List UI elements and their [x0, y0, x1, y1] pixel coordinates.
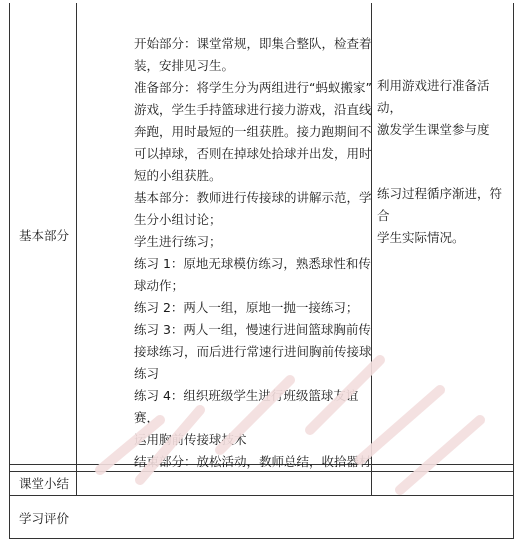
content-line: 练习 4：组织班级学生进行班级篮球友谊赛，: [134, 388, 359, 425]
row-divider-3: [9, 495, 514, 496]
content-line: 学生进行练习；: [134, 234, 222, 249]
content-line: 生分小组讨论；: [134, 212, 222, 227]
content-line: 基本部分：教师进行传接球的讲解示范，学: [134, 190, 372, 205]
note-line: 激发学生课堂参与度: [377, 122, 490, 137]
lesson-plan-table: [9, 3, 513, 539]
summary-label: 课堂小结: [19, 476, 70, 491]
content-line: 练习: [134, 366, 160, 381]
content-line: 游戏，学生手持篮球进行接力游戏，沿直线: [134, 102, 372, 117]
content-line: 开始部分：课堂常规，即集合整队，检查着: [134, 36, 372, 51]
content-line: 奔跑，用时最短的一组获胜。接力跑期间不: [134, 124, 372, 139]
table-border-left: [9, 3, 10, 539]
content-line: 练习 1：原地无球模仿练习，熟悉球性和传: [134, 256, 371, 271]
basic-section-notes-2: [377, 183, 513, 249]
column-divider-1: [76, 3, 77, 495]
content-line: 接球练习，而后进行常速行进间胸前传接球: [134, 344, 372, 359]
content-line: 练习 2：两人一组，原地一抛一接练习；: [134, 300, 359, 315]
content-line: 短的小组获胜。: [134, 168, 222, 183]
table-border-bottom: [9, 538, 514, 539]
note-line: 练习过程循序渐进，符合: [377, 186, 503, 223]
content-line: 准备部分：将学生分为两组进行“蚂蚁搬家”: [134, 80, 372, 95]
content-line: 运用胸前传接球技术: [134, 432, 247, 447]
content-line: 结束部分：放松活动，教师总结，收拾器材: [134, 454, 372, 469]
basic-section-label: 基本部分: [19, 228, 70, 243]
content-line: 装，安排见习生。: [134, 58, 235, 73]
note-line: 学生实际情况。: [377, 230, 465, 245]
note-line: 利用游戏进行准备活动，: [377, 78, 490, 115]
content-line: 练习 3：两人一组，慢速行进间篮球胸前传: [134, 322, 371, 337]
table-border-right: [513, 3, 514, 539]
basic-section-notes-1: [377, 75, 513, 141]
content-line: 球动作；: [134, 278, 185, 293]
evaluation-label: 学习评价: [19, 511, 70, 526]
content-line: 可以掉球，否则在掉球处拾球并出发，用时: [134, 146, 372, 161]
basic-section-content: [134, 33, 374, 473]
